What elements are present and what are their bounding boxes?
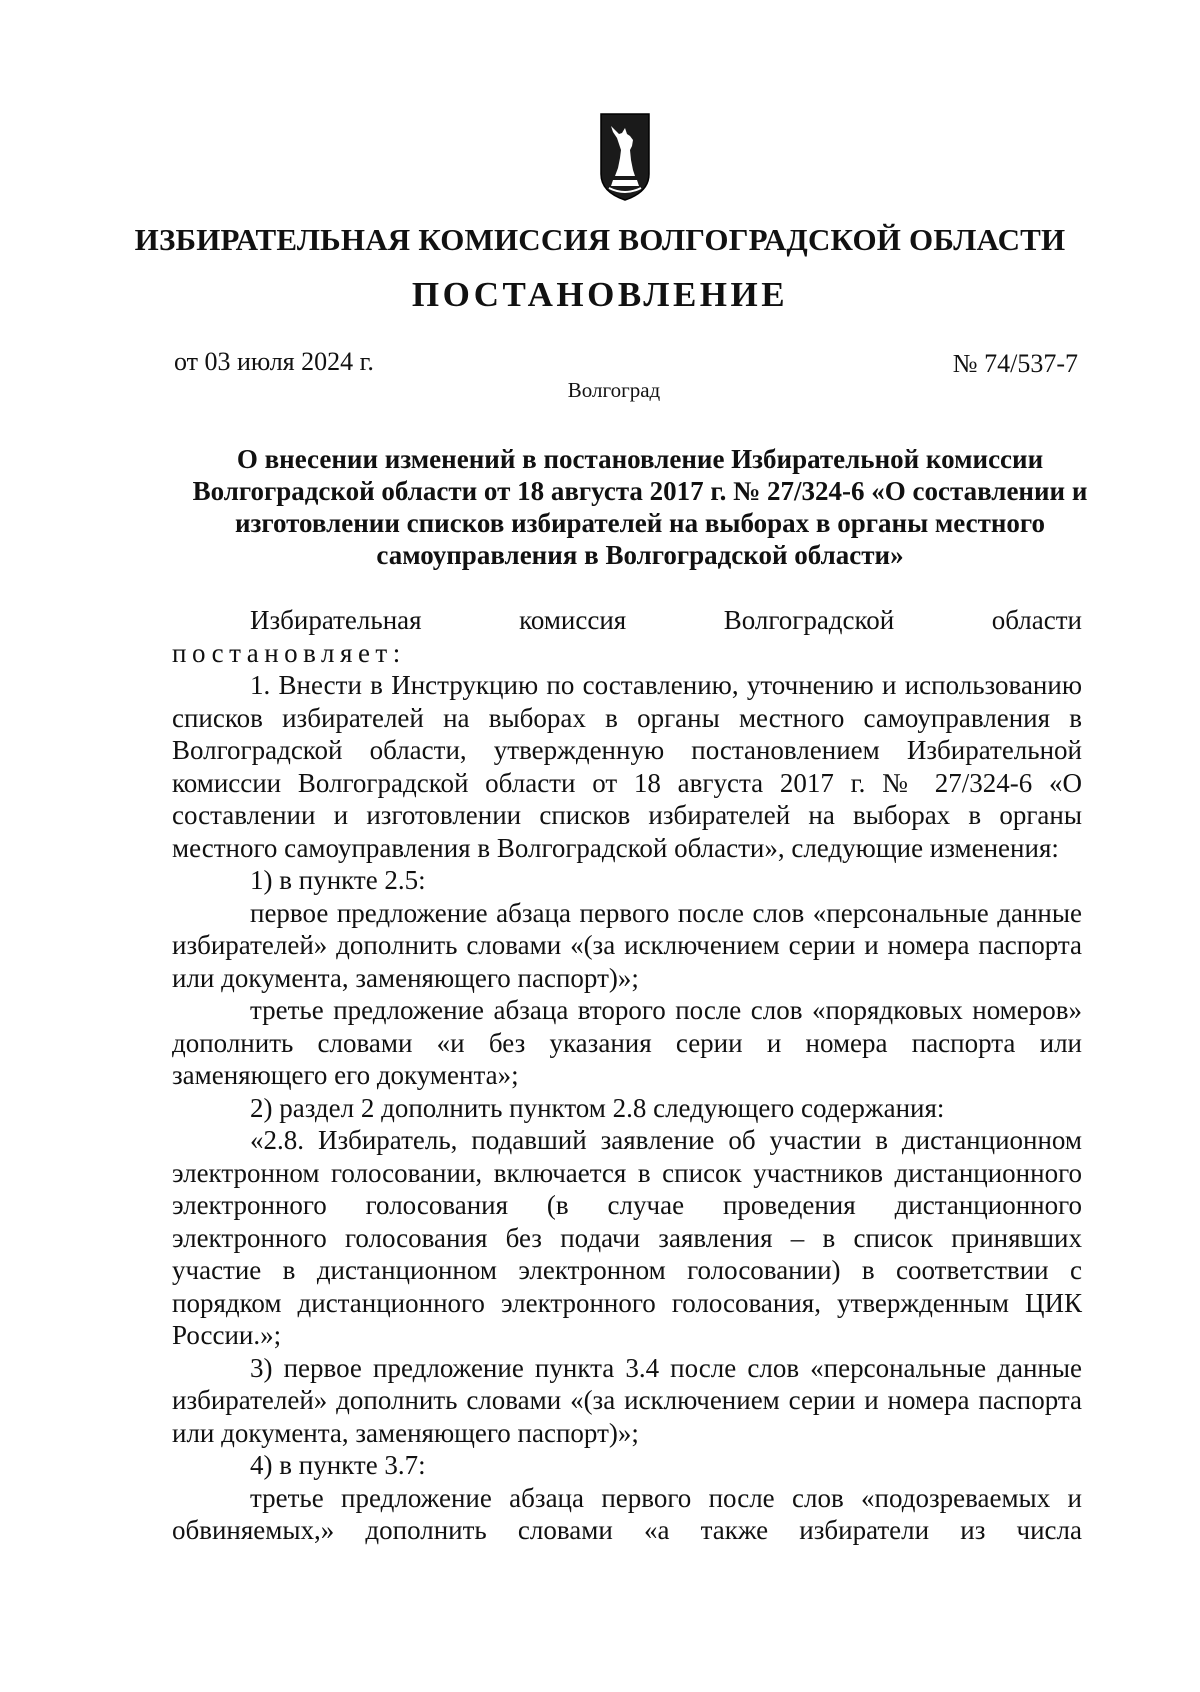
organization-title: ИЗБИРАТЕЛЬНАЯ КОМИССИЯ ВОЛГОГРАДСКОЙ ОБЛАСТИ: [134, 222, 1066, 257]
document-type-title: ПОСТАНОВЛЕНИЕ: [411, 275, 789, 314]
intro-paragraph: Избирательная комиссия Волгоградской области: [250, 605, 1082, 635]
document-city: Волгоград: [567, 378, 661, 402]
document-date: от 03 июля 2024 г.: [174, 347, 374, 376]
subitem-1-paragraph-b: третье предложение абзаца второго после слов «порядковых номеров» дополнить словами «и без указания серии и номера паспорта или заменяющего его документа»;: [172, 995, 1082, 1090]
document-body: [172, 604, 1082, 1547]
subitem-4-paragraph-a: третье предложение абзаца первого после слов «подозреваемых и обвиняемых,» дополнить словами «а также избиратели из числа: [172, 1482, 1082, 1545]
subitem-2-heading: 2) раздел 2 дополнить пунктом 2.8 следующего содержания:: [250, 1092, 945, 1123]
intro-verb: постановляет:: [172, 637, 406, 668]
document-number: № 74/537-7: [952, 349, 1078, 378]
subitem-3-paragraph: 3) первое предложение пункта 3.4 после слов «персональные данные избирателей» дополнить словами «(за исключением серии и номера паспорта или документа, заменяющего паспорт)»;: [172, 1352, 1082, 1448]
subitem-2-paragraph: «2.8. Избиратель, подавший заявление об участии в дистанционном электронном голосовании, включается в список участников дистанционного электронного голосования (в случае проведения дистанционного электронного голосования без подачи заявления – в список принявших участие в дистанционном электронном голосовании) в соответствии с порядком дистанционного электронного голосования, утвержденным ЦИК России.»;: [172, 1125, 1082, 1350]
item-1-paragraph: 1. Внести в Инструкцию по составлению, уточнению и использованию списков избирателей на выборах в органы местного самоуправления в Волгоградской области, утвержденную постановлением Избирательной комиссии Волгоградской области от 18 августа 2017 г. № 27/324-6 «О составлении и изготовлении списков избирателей на выборах в органы местного самоуправления в Волгоградской области», следующие изменения:: [172, 670, 1082, 863]
subitem-1-heading: 1) в пункте 2.5:: [250, 865, 426, 895]
coat-of-arms-emblem: [599, 112, 651, 202]
document-subject: О внесении изменений в постановление Избирательной комиссии Волгоградской области от 18 августа 2017 г. № 27/324-6 «О составлении и изготовлении списков избирателей на выборах в органы местного самоуправления в Волгоградской области»: [192, 444, 1088, 570]
subitem-4-heading: 4) в пункте 3.7:: [250, 1450, 426, 1480]
subitem-1-paragraph-a: первое предложение абзаца первого после слов «персональные данные избирателей» дополнить словами «(за исключением серии и номера паспорта или документа, заменяющего паспорт)»;: [172, 897, 1082, 993]
